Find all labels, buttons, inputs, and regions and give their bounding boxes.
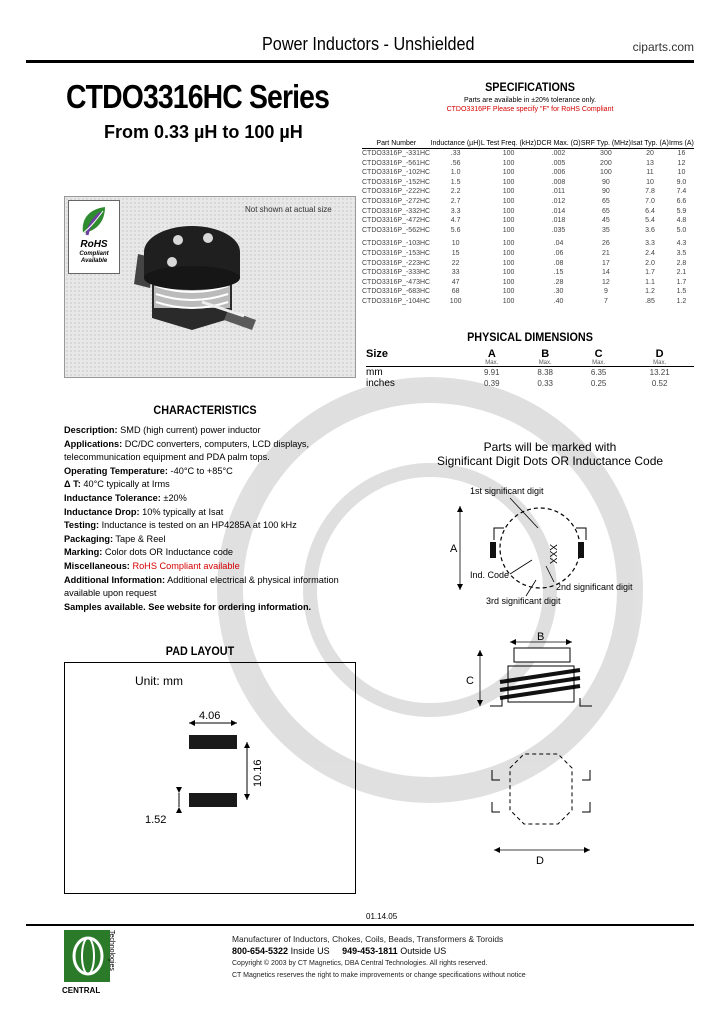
char-label: Applications: — [64, 438, 123, 449]
specifications-table — [362, 118, 694, 307]
spec-cell: 3.6 — [645, 226, 655, 234]
spec-cell: 10 — [677, 169, 686, 177]
phys-row-inches — [366, 378, 694, 389]
char-value: SMD (high current) power inductor — [120, 425, 261, 435]
spec-cell: 100 — [502, 249, 515, 257]
spec-cell: 90 — [601, 178, 610, 186]
spec-cell: 1.7 — [676, 278, 687, 286]
spec-row — [362, 287, 694, 297]
phys-unit: mm — [366, 367, 383, 378]
footer-disclaimer: CT Magnetics reserves the right to make improvements or change specifications without notice — [232, 972, 526, 979]
spec-cell: 90 — [601, 188, 610, 196]
spec-cell: .008 — [551, 178, 566, 186]
footer-rule — [26, 924, 694, 926]
pad-layout-box — [64, 662, 356, 894]
spec-cell: 6.4 — [645, 207, 655, 215]
char-value: ±20% — [163, 492, 187, 503]
spec-cell: 5.6 — [450, 226, 461, 234]
spec-cell: 3.5 — [676, 249, 687, 257]
spec-cell: 100 — [449, 297, 462, 305]
spec-cell: .012 — [551, 197, 566, 205]
spec-cell: 65 — [601, 197, 610, 205]
spec-cell: .005 — [551, 159, 566, 167]
phys-cell: 0.33 — [537, 379, 553, 388]
spec-row — [362, 216, 694, 226]
marking-note — [400, 440, 700, 468]
spec-row — [362, 197, 694, 207]
header-site-link[interactable]: ciparts.com — [632, 40, 694, 54]
char-item — [64, 424, 364, 438]
spec-cell: 100 — [502, 217, 515, 225]
spec-cell: 7.0 — [645, 197, 655, 205]
phys-col-c: C — [594, 348, 603, 360]
spec-part-number: CTDO3316P_-223HC — [362, 259, 431, 267]
spec-cell: 21 — [601, 249, 610, 257]
spec-part-number: CTDO3316P_-103HC — [362, 240, 431, 248]
phys-max-cell: Max. — [592, 360, 606, 366]
phys-max-cell: Max. — [485, 360, 499, 366]
char-value: 10% typically at Isat — [142, 506, 224, 517]
spec-cell: 5.9 — [676, 207, 687, 215]
spec-cell: .56 — [450, 159, 461, 167]
physical-dimensions-table — [366, 348, 694, 389]
spec-part-number: CTDO3316P_-332HC — [362, 207, 431, 215]
spec-cell: 100 — [502, 197, 515, 205]
spec-cell: 16 — [677, 150, 686, 157]
spec-cell: 13 — [646, 159, 654, 167]
spec-part-number: CTDO3316P_-153HC — [362, 249, 431, 257]
spec-cell: .33 — [450, 150, 461, 157]
page-header — [26, 28, 694, 62]
spec-cell: 4.7 — [450, 217, 461, 225]
char-value: Inductance is tested on an HP4285A at 100 kHz — [101, 520, 297, 531]
spec-cell: 2.7 — [450, 197, 461, 205]
phys-unit: inches — [366, 378, 395, 389]
char-value: 40°C typically at Irms — [83, 479, 170, 490]
phys-cell: 9.91 — [484, 368, 500, 377]
spec-cell: 1.2 — [645, 288, 655, 296]
pad-top — [189, 735, 237, 749]
spec-cell: 7.8 — [645, 188, 655, 196]
inductance-range: From 0.33 µH to 100 µH — [104, 122, 303, 142]
spec-cell: 1.5 — [450, 178, 461, 186]
char-item — [64, 560, 364, 574]
spec-cell: 1.5 — [676, 288, 687, 296]
specifications-title: SPECIFICATIONS — [485, 80, 575, 94]
spec-cell: .04 — [553, 240, 564, 248]
spec-cell: 65 — [601, 207, 610, 215]
spec-cell: 100 — [502, 269, 515, 277]
spec-row — [362, 187, 694, 197]
rohs-available: Available — [80, 258, 108, 264]
dim-c-label: C — [466, 675, 474, 687]
spec-cell: .011 — [551, 188, 566, 196]
spec-cell: .08 — [553, 259, 564, 267]
phys-max-cell: Max. — [538, 360, 552, 366]
logo-wordmark: CENTRAL — [62, 986, 101, 995]
spec-cell: .06 — [553, 249, 564, 257]
spec-cell: 1.1 — [645, 278, 655, 286]
phone-outside-label: Outside US — [400, 946, 447, 956]
spec-cell: 200 — [600, 159, 612, 167]
pad-size-label: 1.52 — [145, 814, 167, 826]
marking-line-1: Parts will be marked with — [483, 440, 617, 454]
third-digit-label: 3rd significant digit — [486, 596, 561, 606]
spec-cell: 10 — [646, 178, 654, 186]
spec-cell: 9.0 — [676, 178, 687, 186]
first-digit-label: 1st significant digit — [470, 486, 544, 496]
char-value-rohs: RoHS Compliant available — [132, 560, 240, 571]
char-label: Miscellaneous: — [64, 560, 130, 571]
spec-part-number: CTDO3316P_-333HC — [362, 269, 431, 277]
spec-cell: 100 — [502, 169, 515, 177]
spec-row — [362, 178, 694, 188]
footer-copyright: Copyright © 2003 by CT Magnetics, DBA Central Technologies. All rights reserved. — [232, 960, 488, 967]
spec-cell: .018 — [551, 217, 566, 225]
spec-cell: 2.8 — [676, 259, 687, 267]
spec-part-number: CTDO3316P_-562HC — [362, 226, 431, 234]
header-title: Power Inductors - Unshielded — [262, 34, 475, 54]
spec-row — [362, 159, 694, 169]
char-item — [64, 533, 364, 547]
spec-row — [362, 268, 694, 278]
spec-row — [362, 168, 694, 178]
rohs-leaf-icon — [79, 205, 109, 237]
spec-part-number: CTDO3316P_-222HC — [362, 188, 431, 196]
spec-cell: .30 — [553, 288, 564, 296]
spec-cell: 14 — [601, 269, 610, 277]
spec-cell: 47 — [451, 278, 460, 286]
spec-cell: .85 — [645, 297, 655, 305]
phys-header-row — [366, 348, 694, 360]
photo-caption: Not shown at actual size — [245, 205, 332, 214]
spec-cell: 68 — [451, 288, 460, 296]
header-rule — [26, 60, 694, 63]
char-value: -40°C to +85°C — [170, 465, 233, 476]
spec-cell: 100 — [502, 288, 515, 296]
phys-cell: 0.39 — [484, 379, 500, 388]
char-label: Marking: — [64, 547, 103, 558]
char-label: Δ T: — [64, 479, 81, 490]
phone-inside-label: Inside US — [290, 946, 330, 956]
spec-cell: 12 — [677, 159, 686, 167]
spec-col-irms: Irms (A) — [669, 140, 694, 147]
characteristics-title: CHARACTERISTICS — [153, 403, 257, 417]
spec-cell: 7 — [603, 297, 608, 305]
spec-cell: 100 — [502, 159, 515, 167]
char-label: Testing: — [64, 520, 100, 531]
char-value: Tape & Reel — [115, 533, 166, 544]
spec-cell: 100 — [502, 178, 515, 186]
spec-cell: 2.0 — [645, 259, 655, 267]
char-item — [64, 478, 364, 492]
spec-col-dcr: DCR Max. (Ω) — [536, 140, 581, 147]
spec-cell: 100 — [502, 297, 515, 305]
char-item — [64, 546, 364, 560]
phys-cell: 0.52 — [651, 379, 668, 388]
spec-cell: 15 — [451, 249, 460, 257]
rohs-subtitle — [69, 251, 119, 265]
spec-cell: .035 — [551, 226, 566, 234]
spec-table-body — [362, 149, 694, 307]
spec-cell: 2.1 — [676, 269, 687, 277]
spec-row — [362, 226, 694, 236]
characteristics-list — [64, 424, 364, 614]
phys-row-mm — [366, 367, 694, 379]
spec-part-number: CTDO3316P_-104HC — [362, 297, 431, 305]
spec-part-number: CTDO3316P_-331HC — [362, 150, 431, 157]
spec-cell: 4.3 — [676, 240, 687, 248]
revision-date: 01.14.05 — [366, 912, 398, 921]
samples-note: Samples available. See website for ordering information. — [64, 601, 312, 612]
spec-cell: 22 — [451, 259, 460, 267]
dim-a-label: A — [450, 543, 458, 555]
spec-cell: 2.4 — [645, 249, 655, 257]
spec-cell: 10 — [451, 240, 460, 248]
phys-cell: 6.35 — [590, 368, 607, 377]
spec-cell: 9 — [603, 288, 608, 296]
char-item — [64, 506, 364, 520]
spec-part-number: CTDO3316P_-473HC — [362, 278, 431, 286]
phys-col-size: Size — [366, 348, 389, 360]
spec-rohs-note: CTDO3316PF Please specify "F" for RoHS Compliant — [446, 106, 614, 113]
spec-row — [362, 207, 694, 217]
spec-cell: 100 — [502, 150, 515, 157]
char-item — [64, 519, 364, 533]
pad-unit-label: Unit: mm — [135, 674, 183, 688]
spec-part-number: CTDO3316P_-683HC — [362, 288, 431, 296]
second-digit-label: 2nd significant digit — [556, 582, 633, 592]
spec-cell: .002 — [551, 150, 566, 157]
pad-bottom — [189, 793, 237, 807]
spec-row — [362, 259, 694, 269]
spec-cell: 12 — [601, 278, 610, 286]
spec-part-number: CTDO3316P_-102HC — [362, 169, 431, 177]
char-label: Additional Information: — [64, 574, 166, 585]
spec-part-number: CTDO3316P_-561HC — [362, 159, 431, 167]
spec-cell: .28 — [553, 278, 564, 286]
spec-cell: 35 — [601, 226, 610, 234]
physical-dimensions-title: PHYSICAL DIMENSIONS — [467, 330, 593, 344]
spec-cell: .006 — [551, 169, 566, 177]
spec-cell: 1.2 — [676, 297, 687, 305]
footer-manufacturer: Manufacturer of Inductors, Chokes, Coils, Beads, Transformers & Toroids — [232, 934, 504, 944]
pad-layout-title: PAD LAYOUT — [165, 644, 235, 658]
phys-max-cell: Max. — [653, 360, 667, 366]
dimension-drawings — [430, 470, 633, 890]
char-label: Packaging: — [64, 533, 114, 544]
spec-cell: 100 — [502, 278, 515, 286]
spec-row — [362, 235, 694, 249]
spec-cell: 11 — [646, 169, 654, 177]
char-label: Inductance Drop: — [64, 506, 140, 517]
spec-cell: 300 — [600, 150, 612, 157]
spec-part-number: CTDO3316P_-152HC — [362, 178, 431, 186]
phone-inside[interactable]: 800-654-5322 — [232, 946, 289, 956]
spec-cell: 45 — [601, 217, 610, 225]
char-value: Color dots OR Inductance code — [104, 547, 234, 558]
spec-col-freq: L Test Freq. (kHz) — [480, 140, 537, 147]
spec-cell: .40 — [553, 297, 564, 305]
inductor-image — [132, 218, 262, 338]
pad-layout-diagram — [65, 663, 355, 893]
spec-cell: 7.4 — [676, 188, 687, 196]
char-label: Description: — [64, 425, 118, 435]
phys-cell: 0.25 — [590, 379, 607, 388]
spec-row — [362, 297, 694, 307]
spec-part-number: CTDO3316P_-272HC — [362, 197, 431, 205]
spec-cell: .014 — [551, 207, 566, 215]
spec-cell: 100 — [502, 226, 515, 234]
spec-row — [362, 278, 694, 288]
spec-cell: 5.0 — [676, 226, 687, 234]
phys-col-d: D — [655, 348, 664, 360]
phys-cell: 8.38 — [537, 368, 553, 377]
spec-col-part: Part Number — [376, 140, 417, 147]
spec-row — [362, 149, 694, 159]
rohs-compliant: Compliant — [79, 251, 109, 257]
spec-cell: 5.4 — [645, 217, 655, 225]
spec-header-row — [362, 118, 694, 149]
spec-cell: 6.6 — [676, 197, 687, 205]
spec-cell: 100 — [502, 207, 515, 215]
spec-cell: 100 — [502, 188, 515, 196]
rohs-title: RoHS — [80, 239, 108, 250]
spec-cell: 100 — [502, 240, 515, 248]
spec-cell: 17 — [601, 259, 610, 267]
char-item — [64, 438, 364, 465]
spec-cell: 1.0 — [450, 169, 461, 177]
phys-col-a: A — [487, 348, 496, 360]
spec-part-number: CTDO3316P_-472HC — [362, 217, 431, 225]
char-value: Additional electrical & physical information available upon request — [64, 574, 339, 599]
char-item — [64, 492, 364, 506]
spec-cell: 4.8 — [676, 217, 687, 225]
pad-width-label: 4.06 — [199, 710, 221, 722]
pad-height-label: 10.16 — [252, 759, 264, 787]
svg-text:XXX: XXX — [547, 544, 558, 565]
phys-cell: 13.21 — [649, 368, 670, 377]
rohs-badge — [68, 200, 120, 274]
char-item — [64, 574, 364, 601]
phone-outside[interactable]: 949-453-1811 — [342, 946, 398, 956]
char-item — [64, 465, 364, 479]
spec-tolerance-note: Parts are available in ±20% tolerance only. — [463, 97, 597, 104]
spec-cell: 3.3 — [450, 207, 461, 215]
spec-col-isat: Isat Typ. (A) — [631, 140, 669, 147]
footer-phones — [232, 946, 532, 956]
ind-code-label: Ind. Code — [470, 570, 510, 580]
char-label: Inductance Tolerance: — [64, 492, 161, 503]
spec-row — [362, 249, 694, 259]
spec-cell: 3.3 — [645, 240, 655, 248]
char-value: DC/DC converters, computers, LCD displays, telecommunication equipment and PDA palm tops. — [64, 438, 310, 463]
spec-cell: 100 — [502, 259, 515, 267]
spec-cell: 1.7 — [645, 269, 655, 277]
spec-cell: 26 — [601, 240, 610, 248]
char-label: Operating Temperature: — [64, 465, 168, 476]
spec-cell: 2.2 — [450, 188, 461, 196]
logo-technologies: Technologies — [108, 930, 115, 971]
spec-cell: 20 — [646, 150, 654, 157]
marking-line-2: Significant Digit Dots OR Inductance Code — [436, 454, 664, 468]
series-title: CTDO3316HC Series — [66, 78, 330, 115]
spec-cell: .15 — [553, 269, 564, 277]
spec-col-inductance: Inductance (µH) — [430, 140, 481, 147]
dim-d-label: D — [536, 855, 544, 867]
spec-cell: 33 — [451, 269, 460, 277]
spec-col-srf: SRF Typ. (MHz) — [580, 140, 631, 147]
phys-col-b: B — [541, 348, 550, 360]
spec-cell: 100 — [600, 169, 612, 177]
dim-b-label: B — [537, 631, 545, 643]
